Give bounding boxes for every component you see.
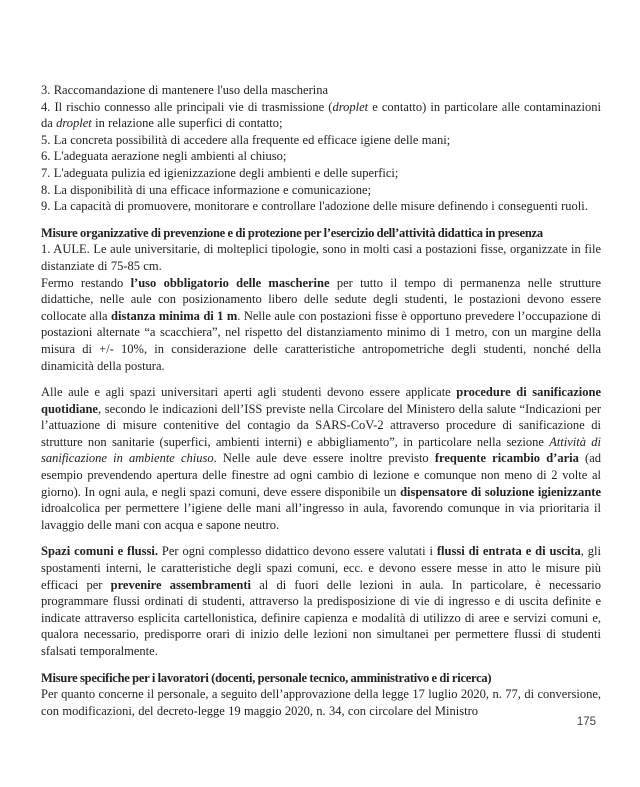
text-segment: idroalcolica per permettere l’igiene delle mani all’ingresso in aula, favorendo comunque in via prioritaria il lavaggio delle mani con acqua e sapone neutro.: [41, 501, 601, 532]
paragraph: [41, 82, 601, 99]
text-segment: Alle aule e agli spazi universitari aperti agli studenti devono essere applicate: [41, 385, 457, 400]
paragraph: [41, 165, 601, 182]
text-segment: e contatto) in particolare alle contaminazioni da: [41, 99, 602, 131]
text-segment: 9. La capacità di promuovere, monitorare e controllare l'adozione delle misure definendo i conseguenti ruoli.: [41, 199, 588, 214]
paragraph: [41, 686, 601, 719]
text-segment: Misure specifiche per i lavoratori (docenti, personale tecnico, amministrativo e di ricerca): [41, 670, 492, 685]
text-segment: 4. Il rischio connesso alle principali vie di trasmissione (: [41, 99, 333, 114]
text-segment: Fermo restando: [41, 275, 131, 290]
paragraph: [41, 148, 601, 165]
text-segment: Per ogni complesso didattico devono essere valutati i: [157, 544, 437, 559]
text-segment: 6. L'adeguata aerazione negli ambienti al chiuso;: [41, 149, 287, 164]
paragraph: [41, 275, 601, 375]
paragraph: [41, 182, 601, 199]
paragraph: [41, 543, 601, 659]
text-segment: 7. L'adeguata pulizia ed igienizzazione degli ambienti e delle superfici;: [41, 165, 399, 180]
text-segment: l’uso obbligatorio delle mascherine: [130, 275, 330, 290]
paragraph: [41, 384, 601, 533]
text-segment: frequente ricambio d’aria: [434, 451, 579, 466]
text-segment: droplet: [332, 99, 369, 114]
paragraph: [41, 132, 601, 149]
text-segment: Spazi comuni e flussi.: [41, 544, 158, 559]
text-segment: Misure organizzative di prevenzione e di protezione per l’esercizio dell’attività didattica in presenza: [41, 225, 543, 240]
text-segment: Per quanto concerne il personale, a seguito dell’approvazione della legge 17 luglio 2020, n. 77, di conversione, con modificazioni, del decreto-legge 19 maggio 2020, n. 34, con circolare del Ministro: [41, 687, 601, 718]
paragraph: [41, 241, 601, 274]
text-segment: flussi di entrata e di uscita: [436, 544, 581, 559]
text-segment: 3. Raccomandazione di mantenere l'uso della mascherina: [41, 83, 329, 97]
text-segment: droplet: [56, 116, 92, 131]
text-segment: al di fuori delle lezioni in aula. In particolare, è necessario programmare flussi ordinati di studenti, attraverso la predisposizione di vie di ingresso e di uscita definite e indicate attraverso esplicita cartellonistica, definire capienza e modalità di utilizzo di aree e servizi comuni e, qualora necessario, predisporre orari di inizio delle lezioni non simultanei per permettere flussi di studenti sfalsati temporalmente.: [41, 577, 601, 658]
paragraph: [41, 198, 601, 215]
text-segment: 1. AULE. Le aule universitarie, di molteplici tipologie, sono in molti casi a postazioni fisse, organizzate in file distanziate di 75-85 cm.: [41, 242, 601, 273]
text-segment: prevenire assembramenti: [110, 577, 252, 592]
paragraph: [41, 99, 601, 132]
text-segment: in relazione alle superfici di contatto;: [91, 116, 283, 131]
text-segment: . Nelle aule deve essere inoltre previsto: [213, 451, 435, 466]
document-body: [41, 82, 601, 719]
section-heading: [41, 225, 601, 242]
text-segment: dispensatore di soluzione igienizzante: [400, 484, 601, 499]
text-segment: distanza minima di 1 m: [111, 308, 238, 323]
text-segment: 5. La concreta possibilità di accedere alla frequente ed efficace igiene delle mani;: [41, 132, 451, 147]
text-segment: (ad esempio prevendendo apertura delle finestre ad ogni cambio di lezione e comunque non meno di 2 volte al giorno). In ogni aula, e negli spazi comuni, deve essere disponibile un: [41, 451, 601, 499]
section-heading: [41, 670, 601, 687]
text-segment: . Nelle aule con postazioni fisse è opportuno prevedere l’occupazione di postazioni alternate “a scacchiera”, nel rispetto del distanziamento minimo di 1 metro, con un margine della misura di +/- 10%, in considerazione delle caratteristiche antropometriche degli studenti, nonché della dinamicità della postura.: [41, 308, 601, 373]
text-segment: , gli spostamenti interni, le caratteristiche degli spazi comuni, ecc. e devono essere messe in atto le misure più efficaci per: [41, 544, 601, 592]
text-segment: per tutto il tempo di permanenza nelle strutture didattiche, nelle aule con posizionamento libero delle sedute degli studenti, le postazioni devono essere collocate alla: [41, 275, 601, 323]
page-number: 175: [576, 716, 596, 728]
text-segment: , secondo le indicazioni dell’ISS previste nella Circolare del Ministero della salute “Indicazioni per l’attuazione di misure contenitive del contagio da SARS-CoV-2 attraverso procedure di sanificazione di strutture non sanitarie (superfici, ambienti interni) e abbigliamento”, in particolare nella sezione: [41, 401, 601, 449]
text-segment: 8. La disponibilità di una efficace informazione e comunicazione;: [41, 182, 372, 197]
text-segment: Attività di sanificazione in ambiente chiuso: [41, 434, 601, 466]
text-segment: procedure di sanificazione quotidiane: [41, 385, 601, 416]
